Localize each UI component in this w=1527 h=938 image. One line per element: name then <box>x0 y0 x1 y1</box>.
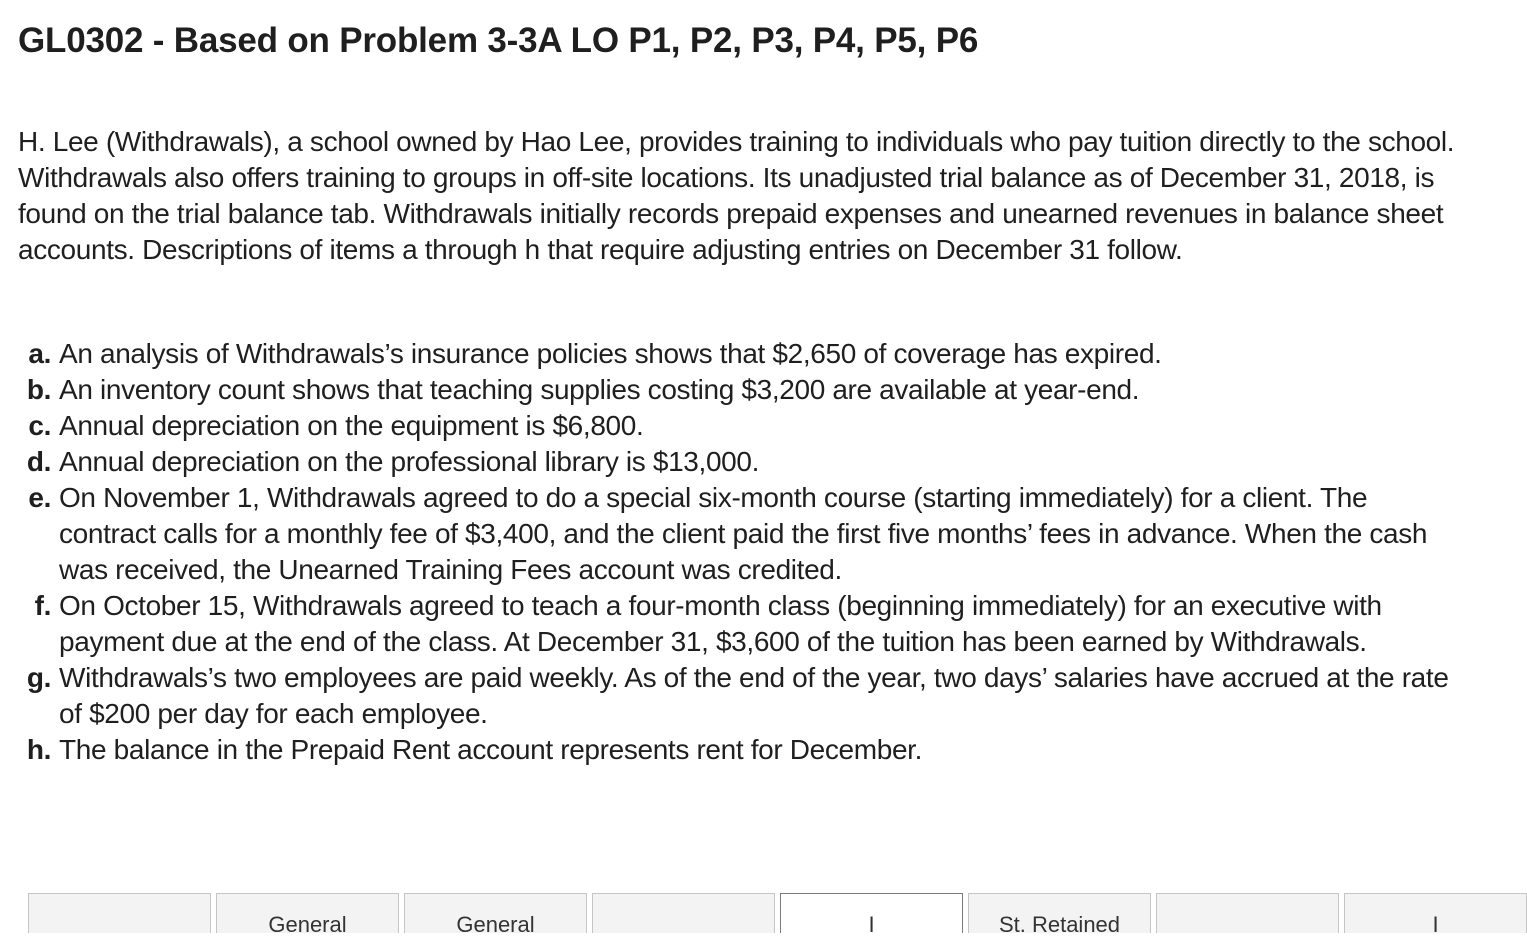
tab-general-2[interactable]: General <box>404 893 587 933</box>
list-item <box>18 660 1458 732</box>
adjustment-items-list <box>18 336 1458 768</box>
list-item <box>18 372 1458 408</box>
page-title: GL0302 - Based on Problem 3-3A LO P1, P2, P3, P4, P5, P6 <box>18 21 979 60</box>
list-item <box>18 408 1458 444</box>
item-text: On October 15, Withdrawals agreed to teach a four-month class (beginning immediately) for an executive with payment due at the end of the class. At December 31, $3,600 of the tuition has been earned by Withdrawals. <box>59 590 1382 657</box>
tab-active[interactable]: I <box>780 893 963 933</box>
list-item <box>18 444 1458 480</box>
item-letter: d. <box>26 446 51 477</box>
tab-7[interactable] <box>1156 893 1339 933</box>
item-letter: f. <box>34 590 51 621</box>
item-text: The balance in the Prepaid Rent account represents rent for December. <box>59 734 923 765</box>
item-letter: c. <box>28 410 51 441</box>
tab-4[interactable] <box>592 893 775 933</box>
item-letter: h. <box>26 734 51 765</box>
item-letter: a. <box>28 338 51 369</box>
problem-description: H. Lee (Withdrawals), a school owned by Hao Lee, provides training to individuals who pay tuition directly to the school. Withdrawals also offers training to groups in off-site locations. Its unadjusted trial balance as of December 31, 2018, is found on the trial balance tab. Withdrawals initially records prepaid expenses and unearned revenues in balance sheet accounts. Descriptions of items a through h that require adjusting entries on December 31 follow. <box>18 126 1455 265</box>
item-text: An inventory count shows that teaching supplies costing $3,200 are available at year-end. <box>59 374 1140 405</box>
item-letter: b. <box>26 374 51 405</box>
tab-st-retained[interactable]: St. Retained <box>968 893 1151 933</box>
tab-1[interactable] <box>28 893 211 933</box>
item-text: An analysis of Withdrawals’s insurance policies shows that $2,650 of coverage has expired. <box>59 338 1162 369</box>
list-item <box>18 480 1458 588</box>
tab-8[interactable]: I <box>1344 893 1527 933</box>
item-text: Annual depreciation on the professional library is $13,000. <box>59 446 760 477</box>
list-item <box>18 588 1458 660</box>
tab-general-1[interactable]: General <box>216 893 399 933</box>
item-letter: g. <box>26 662 51 693</box>
item-text: On November 1, Withdrawals agreed to do a special six-month course (starting immediately) for a client. The contract calls for a monthly fee of $3,400, and the client paid the first five months’ fees in advance. When the cash was received, the Unearned Training Fees account was credited. <box>59 482 1428 585</box>
item-text: Annual depreciation on the equipment is $6,800. <box>59 410 644 441</box>
item-text: Withdrawals’s two employees are paid weekly. As of the end of the year, two days’ salaries have accrued at the rate of $200 per day for each employee. <box>59 662 1449 729</box>
worksheet-tab-bar <box>28 893 1450 937</box>
item-letter: e. <box>28 482 51 513</box>
list-item <box>18 732 1458 768</box>
list-item <box>18 336 1458 372</box>
